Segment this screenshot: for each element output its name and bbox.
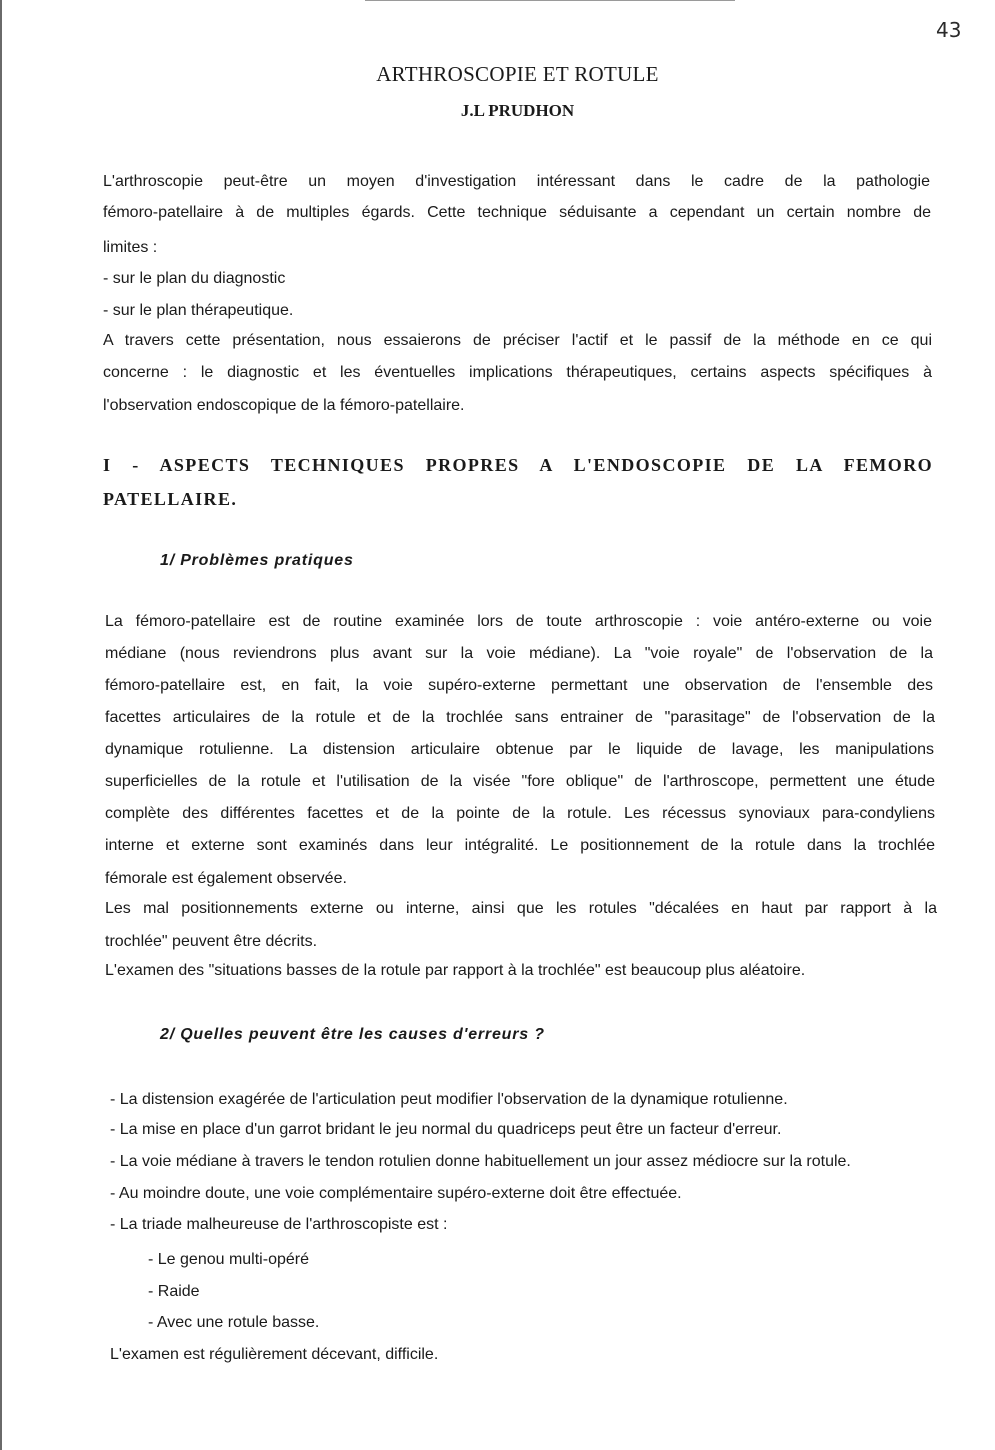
body-line: trochlée" peuvent être décrits. xyxy=(105,933,318,950)
body-line: dynamique rotulienne. La distension articulaire obtenue par le liquide de lavage, les manipulations xyxy=(105,741,934,758)
intro-line: - sur le plan du diagnostic xyxy=(103,270,286,287)
intro-line: L'arthroscopie peut-être un moyen d'investigation intéressant dans le cadre de la pathologie xyxy=(103,173,930,190)
triad-item: - Raide xyxy=(148,1283,200,1300)
subsection-title: 2/ Quelles peuvent être les causes d'erreurs ? xyxy=(160,1026,545,1043)
body-line: complète des différentes facettes et de la pointe de la rotule. Les récessus synoviaux para-condyliens xyxy=(105,805,935,822)
body-line: interne et externe sont examinés dans leur intégralité. Le positionnement de la rotule dans la trochlée xyxy=(105,837,935,854)
document-title: ARTHROSCOPIE ET ROTULE xyxy=(376,62,659,86)
intro-line: - sur le plan thérapeutique. xyxy=(103,302,294,319)
intro-line: concerne : le diagnostic et les éventuelles implications thérapeutiques, certains aspects spécifiques à xyxy=(103,364,932,381)
scan-edge xyxy=(0,0,2,1450)
triad-item: - Le genou multi-opéré xyxy=(148,1251,309,1268)
intro-line: A travers cette présentation, nous essaierons de préciser l'actif et le passif de la méthode en ce qui xyxy=(103,332,932,349)
scan-top-rule xyxy=(365,0,735,1)
author: J.L PRUDHON xyxy=(460,101,575,120)
body-line: fémorale est également observée. xyxy=(105,870,347,887)
section-heading-line: I - ASPECTS TECHNIQUES PROPRES A L'ENDOSCOPIE DE LA FEMORO xyxy=(103,455,933,475)
bullet-line: - Au moindre doute, une voie complémentaire supéro-externe doit être effectuée. xyxy=(110,1185,682,1202)
body-line: L'examen des "situations basses de la rotule par rapport à la trochlée" est beaucoup plus aléatoire. xyxy=(105,962,806,979)
section-heading-line: PATELLAIRE. xyxy=(103,489,238,509)
page-number: 43 xyxy=(936,18,962,42)
bullet-line: - La voie médiane à travers le tendon rotulien donne habituellement un jour assez médiocre sur la rotule. xyxy=(110,1153,851,1170)
subsection-title: 1/ Problèmes pratiques xyxy=(160,552,354,569)
body-line: médiane (nous reviendrons plus avant sur la voie médiane). La "voie royale" de l'observation de la xyxy=(105,645,933,662)
body-line: Les mal positionnements externe ou interne, ainsi que les rotules "décalées en haut par rapport à la xyxy=(105,900,937,917)
body-line: facettes articulaires de la rotule et de la trochlée sans entrainer de "parasitage" de l'observation de la xyxy=(105,709,935,726)
body-line: superficielles de la rotule et l'utilisation de la visée "fore oblique" de l'arthroscope, permettent une étude xyxy=(105,773,935,790)
bullet-line: - La distension exagérée de l'articulation peut modifier l'observation de la dynamique rotulienne. xyxy=(110,1091,788,1108)
body-line: fémoro-patellaire est, en fait, la voie supéro-externe permettant une observation de l'ensemble des xyxy=(105,677,933,694)
body-line: La fémoro-patellaire est de routine examinée lors de toute arthroscopie : voie antéro-externe ou voie xyxy=(105,613,932,630)
intro-line: limites : xyxy=(103,239,158,256)
intro-line: fémoro-patellaire à de multiples égards. Cette technique séduisante a cependant un certain nombre de xyxy=(103,204,931,221)
intro-line: l'observation endoscopique de la fémoro-patellaire. xyxy=(103,397,465,414)
body-line: L'examen est régulièrement décevant, difficile. xyxy=(110,1346,439,1363)
bullet-line: - La mise en place d'un garrot bridant le jeu normal du quadriceps peut être un facteur d'erreur. xyxy=(110,1121,782,1138)
bullet-line: - La triade malheureuse de l'arthroscopiste est : xyxy=(110,1216,448,1233)
triad-item: - Avec une rotule basse. xyxy=(148,1314,320,1331)
